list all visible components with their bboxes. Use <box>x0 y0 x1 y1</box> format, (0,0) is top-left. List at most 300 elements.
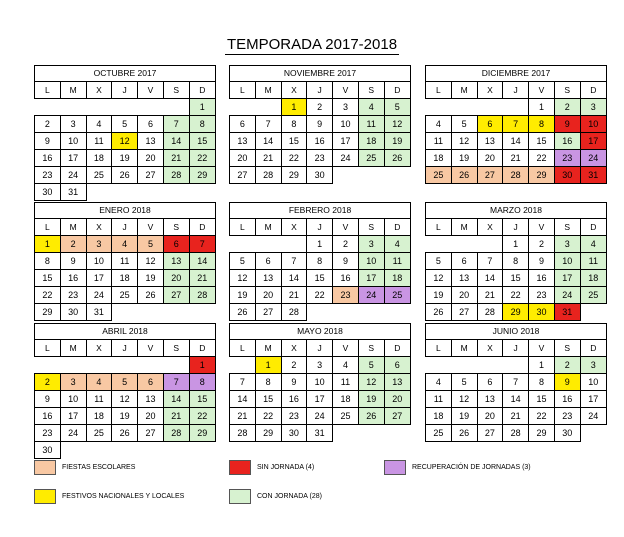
day-cell: 24 <box>358 287 384 304</box>
day-cell: 8 <box>529 374 555 391</box>
day-cell: 29 <box>529 167 555 184</box>
day-cell: 26 <box>112 425 138 442</box>
day-cell: 3 <box>554 236 580 253</box>
day-cell: 6 <box>451 253 477 270</box>
day-cell: 9 <box>529 253 555 270</box>
day-cell: 21 <box>255 150 281 167</box>
day-cell: 11 <box>333 374 359 391</box>
month-name: NOVIEMBRE 2017 <box>230 66 411 82</box>
day-cell: 22 <box>189 408 215 425</box>
legend-label: FIESTAS ESCOLARES <box>62 464 136 471</box>
day-cell: 20 <box>451 287 477 304</box>
day-cell: 8 <box>503 253 529 270</box>
day-cell: 12 <box>112 133 138 150</box>
day-cell: 25 <box>580 287 606 304</box>
day-cell: 31 <box>307 425 333 442</box>
day-cell: 9 <box>35 133 61 150</box>
day-cell: 27 <box>230 167 256 184</box>
day-cell: 24 <box>60 167 86 184</box>
day-cell: 2 <box>554 357 580 374</box>
weekday-header: S <box>358 340 384 357</box>
day-cell: 10 <box>554 253 580 270</box>
legend-label: RECUPERACIÓN DE JORNADAS (3) <box>412 464 531 471</box>
day-cell: 2 <box>554 99 580 116</box>
weekday-header: X <box>477 219 503 236</box>
month-calendar <box>425 65 607 184</box>
empty-cell <box>163 99 189 116</box>
day-cell: 3 <box>580 357 606 374</box>
day-cell: 30 <box>529 304 555 321</box>
day-cell: 12 <box>426 270 452 287</box>
day-cell: 25 <box>333 408 359 425</box>
month-calendar <box>425 323 607 442</box>
day-cell: 20 <box>477 150 503 167</box>
day-cell: 9 <box>554 374 580 391</box>
day-cell: 5 <box>358 357 384 374</box>
weekday-header: M <box>255 82 281 99</box>
empty-cell <box>138 99 164 116</box>
day-cell: 31 <box>580 167 606 184</box>
weekday-header: L <box>230 219 256 236</box>
day-cell: 18 <box>384 270 410 287</box>
day-cell: 5 <box>451 116 477 133</box>
day-cell: 28 <box>230 425 256 442</box>
day-cell: 10 <box>86 253 112 270</box>
day-cell: 10 <box>358 253 384 270</box>
weekday-header: J <box>112 340 138 357</box>
day-cell: 24 <box>580 408 606 425</box>
month-calendar <box>229 65 411 184</box>
day-cell: 11 <box>86 133 112 150</box>
day-cell: 10 <box>333 116 359 133</box>
day-cell: 4 <box>580 236 606 253</box>
day-cell: 24 <box>580 150 606 167</box>
day-cell: 14 <box>503 391 529 408</box>
day-cell: 6 <box>230 116 256 133</box>
weekday-header: D <box>189 82 215 99</box>
weekday-header: J <box>307 82 333 99</box>
day-cell: 1 <box>529 99 555 116</box>
day-cell: 16 <box>307 133 333 150</box>
day-cell: 12 <box>384 116 410 133</box>
weekday-header: S <box>554 219 580 236</box>
day-cell: 23 <box>281 408 307 425</box>
day-cell: 13 <box>138 391 164 408</box>
day-cell: 14 <box>230 391 256 408</box>
day-cell: 17 <box>580 133 606 150</box>
weekday-header: X <box>86 340 112 357</box>
legend-swatch-recup <box>384 460 406 475</box>
empty-cell <box>477 357 503 374</box>
day-cell: 15 <box>189 133 215 150</box>
day-cell: 29 <box>35 304 61 321</box>
month-name: ENERO 2018 <box>35 203 216 219</box>
weekday-header: V <box>529 340 555 357</box>
month-name: FEBRERO 2018 <box>230 203 411 219</box>
weekday-header: S <box>163 82 189 99</box>
day-cell: 13 <box>477 391 503 408</box>
weekday-header: J <box>112 82 138 99</box>
weekday-header: M <box>255 219 281 236</box>
day-cell: 10 <box>580 374 606 391</box>
weekday-header: X <box>281 340 307 357</box>
day-cell: 26 <box>230 304 256 321</box>
month-name: MAYO 2018 <box>230 324 411 340</box>
day-cell: 19 <box>426 287 452 304</box>
day-cell: 9 <box>35 391 61 408</box>
day-cell: 6 <box>163 236 189 253</box>
weekday-header: V <box>529 82 555 99</box>
month-table <box>34 323 216 459</box>
weekday-header: X <box>477 82 503 99</box>
day-cell: 7 <box>163 374 189 391</box>
legend-label: FESTIVOS NACIONALES Y LOCALES <box>62 493 185 500</box>
day-cell: 19 <box>384 133 410 150</box>
day-cell: 7 <box>163 116 189 133</box>
empty-cell <box>426 99 452 116</box>
month-name: JUNIO 2018 <box>426 324 607 340</box>
empty-cell <box>503 357 529 374</box>
month-calendar <box>34 65 216 201</box>
day-cell: 24 <box>307 408 333 425</box>
day-cell: 12 <box>451 133 477 150</box>
day-cell: 20 <box>163 270 189 287</box>
month-name: DICIEMBRE 2017 <box>426 66 607 82</box>
day-cell: 2 <box>529 236 555 253</box>
day-cell: 21 <box>281 287 307 304</box>
day-cell: 19 <box>451 408 477 425</box>
day-cell: 27 <box>138 425 164 442</box>
day-cell: 22 <box>503 287 529 304</box>
day-cell: 26 <box>451 167 477 184</box>
day-cell: 21 <box>230 408 256 425</box>
day-cell: 17 <box>60 150 86 167</box>
day-cell: 13 <box>451 270 477 287</box>
weekday-header: L <box>230 82 256 99</box>
day-cell: 18 <box>580 270 606 287</box>
day-cell: 2 <box>307 99 333 116</box>
day-cell: 5 <box>230 253 256 270</box>
day-cell: 11 <box>358 116 384 133</box>
weekday-header: X <box>86 219 112 236</box>
day-cell: 13 <box>230 133 256 150</box>
weekday-header: L <box>230 340 256 357</box>
day-cell: 17 <box>333 133 359 150</box>
day-cell: 8 <box>255 374 281 391</box>
day-cell: 26 <box>358 408 384 425</box>
day-cell: 27 <box>477 425 503 442</box>
weekday-header: L <box>426 340 452 357</box>
day-cell: 23 <box>333 287 359 304</box>
day-cell: 14 <box>163 391 189 408</box>
day-cell: 6 <box>477 374 503 391</box>
weekday-header: J <box>307 219 333 236</box>
day-cell: 21 <box>163 150 189 167</box>
day-cell: 2 <box>60 236 86 253</box>
day-cell: 11 <box>384 253 410 270</box>
weekday-header: X <box>86 82 112 99</box>
day-cell: 7 <box>255 116 281 133</box>
day-cell: 2 <box>35 374 61 391</box>
day-cell: 20 <box>230 150 256 167</box>
day-cell: 12 <box>358 374 384 391</box>
day-cell: 16 <box>529 270 555 287</box>
day-cell: 24 <box>333 150 359 167</box>
day-cell: 30 <box>60 304 86 321</box>
day-cell: 17 <box>307 391 333 408</box>
day-cell: 28 <box>163 425 189 442</box>
day-cell: 13 <box>477 133 503 150</box>
month-table <box>229 65 411 184</box>
day-cell: 8 <box>189 374 215 391</box>
day-cell: 25 <box>112 287 138 304</box>
empty-cell <box>426 357 452 374</box>
day-cell: 25 <box>86 425 112 442</box>
day-cell: 16 <box>60 270 86 287</box>
weekday-header: V <box>138 219 164 236</box>
empty-cell <box>230 99 256 116</box>
day-cell: 26 <box>451 425 477 442</box>
day-cell: 28 <box>189 287 215 304</box>
day-cell: 8 <box>307 253 333 270</box>
weekday-header: M <box>451 82 477 99</box>
day-cell: 23 <box>554 150 580 167</box>
day-cell: 18 <box>112 270 138 287</box>
day-cell: 1 <box>255 357 281 374</box>
day-cell: 12 <box>451 391 477 408</box>
month-calendar <box>229 202 411 321</box>
empty-cell <box>255 236 281 253</box>
day-cell: 21 <box>503 150 529 167</box>
weekday-header: V <box>333 82 359 99</box>
day-cell: 4 <box>333 357 359 374</box>
weekday-header: S <box>554 340 580 357</box>
day-cell: 12 <box>230 270 256 287</box>
weekday-header: X <box>281 219 307 236</box>
day-cell: 13 <box>138 133 164 150</box>
day-cell: 17 <box>358 270 384 287</box>
day-cell: 4 <box>384 236 410 253</box>
weekday-header: S <box>358 82 384 99</box>
empty-cell <box>86 357 112 374</box>
day-cell: 1 <box>529 357 555 374</box>
weekday-header: M <box>451 340 477 357</box>
weekday-header: S <box>163 340 189 357</box>
month-table <box>34 202 216 321</box>
day-cell: 21 <box>503 408 529 425</box>
day-cell: 2 <box>333 236 359 253</box>
day-cell: 23 <box>60 287 86 304</box>
day-cell: 19 <box>230 287 256 304</box>
month-table <box>425 323 607 442</box>
day-cell: 26 <box>426 304 452 321</box>
day-cell: 14 <box>477 270 503 287</box>
day-cell: 29 <box>189 167 215 184</box>
day-cell: 16 <box>554 133 580 150</box>
day-cell: 28 <box>255 167 281 184</box>
day-cell: 3 <box>60 374 86 391</box>
weekday-header: D <box>580 82 606 99</box>
weekday-header: J <box>503 340 529 357</box>
day-cell: 1 <box>189 99 215 116</box>
empty-cell <box>255 99 281 116</box>
weekday-header: L <box>426 82 452 99</box>
day-cell: 30 <box>554 425 580 442</box>
day-cell: 27 <box>384 408 410 425</box>
day-cell: 13 <box>384 374 410 391</box>
weekday-header: V <box>138 340 164 357</box>
day-cell: 26 <box>138 287 164 304</box>
day-cell: 3 <box>333 99 359 116</box>
day-cell: 18 <box>358 133 384 150</box>
day-cell: 4 <box>358 99 384 116</box>
legend-swatch-fiesta <box>34 460 56 475</box>
day-cell: 25 <box>426 167 452 184</box>
day-cell: 31 <box>60 184 86 201</box>
weekday-header: M <box>255 340 281 357</box>
day-cell: 5 <box>426 253 452 270</box>
day-cell: 19 <box>451 150 477 167</box>
day-cell: 11 <box>426 391 452 408</box>
day-cell: 29 <box>189 425 215 442</box>
day-cell: 21 <box>189 270 215 287</box>
day-cell: 28 <box>503 425 529 442</box>
empty-cell <box>35 357 61 374</box>
weekday-header: D <box>384 82 410 99</box>
empty-cell <box>451 99 477 116</box>
month-calendar <box>425 202 607 321</box>
day-cell: 23 <box>529 287 555 304</box>
empty-cell <box>426 236 452 253</box>
legend-swatch-sin <box>229 460 251 475</box>
day-cell: 10 <box>60 391 86 408</box>
weekday-header: D <box>384 219 410 236</box>
month-calendar <box>34 202 216 321</box>
day-cell: 15 <box>281 133 307 150</box>
empty-cell <box>60 357 86 374</box>
day-cell: 23 <box>35 425 61 442</box>
weekday-header: M <box>451 219 477 236</box>
day-cell: 30 <box>307 167 333 184</box>
empty-cell <box>451 236 477 253</box>
empty-cell <box>138 357 164 374</box>
day-cell: 4 <box>426 116 452 133</box>
weekday-header: V <box>138 82 164 99</box>
day-cell: 25 <box>426 425 452 442</box>
legend-label: CON JORNADA (28) <box>257 493 322 500</box>
empty-cell <box>451 357 477 374</box>
day-cell: 28 <box>477 304 503 321</box>
empty-cell <box>503 99 529 116</box>
day-cell: 19 <box>112 408 138 425</box>
title-text: TEMPORADA 2017-2018 <box>226 36 398 53</box>
empty-cell <box>477 99 503 116</box>
day-cell: 30 <box>554 167 580 184</box>
day-cell: 1 <box>307 236 333 253</box>
day-cell: 4 <box>426 374 452 391</box>
day-cell: 28 <box>503 167 529 184</box>
weekday-header: D <box>580 219 606 236</box>
day-cell: 9 <box>281 374 307 391</box>
day-cell: 7 <box>477 253 503 270</box>
weekday-header: J <box>307 340 333 357</box>
day-cell: 11 <box>426 133 452 150</box>
day-cell: 10 <box>580 116 606 133</box>
day-cell: 4 <box>112 236 138 253</box>
weekday-header: D <box>189 340 215 357</box>
day-cell: 18 <box>426 150 452 167</box>
day-cell: 9 <box>554 116 580 133</box>
legend-swatch-con <box>229 489 251 504</box>
day-cell: 20 <box>138 150 164 167</box>
day-cell: 5 <box>451 374 477 391</box>
month-calendar <box>34 323 216 459</box>
day-cell: 5 <box>112 116 138 133</box>
day-cell: 12 <box>138 253 164 270</box>
day-cell: 3 <box>307 357 333 374</box>
day-cell: 24 <box>554 287 580 304</box>
day-cell: 3 <box>580 99 606 116</box>
day-cell: 10 <box>60 133 86 150</box>
day-cell: 27 <box>163 287 189 304</box>
day-cell: 13 <box>163 253 189 270</box>
day-cell: 14 <box>163 133 189 150</box>
day-cell: 10 <box>307 374 333 391</box>
weekday-header: D <box>384 340 410 357</box>
day-cell: 18 <box>333 391 359 408</box>
day-cell: 8 <box>35 253 61 270</box>
weekday-header: D <box>580 340 606 357</box>
page-title <box>0 36 624 53</box>
empty-cell <box>112 99 138 116</box>
day-cell: 5 <box>384 99 410 116</box>
day-cell: 19 <box>358 391 384 408</box>
day-cell: 15 <box>307 270 333 287</box>
day-cell: 27 <box>138 167 164 184</box>
day-cell: 14 <box>281 270 307 287</box>
day-cell: 18 <box>86 150 112 167</box>
weekday-header: D <box>189 219 215 236</box>
weekday-header: M <box>60 82 86 99</box>
day-cell: 23 <box>554 408 580 425</box>
weekday-header: V <box>333 340 359 357</box>
weekday-header: L <box>35 340 61 357</box>
day-cell: 1 <box>281 99 307 116</box>
day-cell: 6 <box>138 116 164 133</box>
day-cell: 15 <box>529 391 555 408</box>
day-cell: 25 <box>384 287 410 304</box>
day-cell: 30 <box>35 442 61 459</box>
day-cell: 7 <box>503 116 529 133</box>
day-cell: 12 <box>112 391 138 408</box>
day-cell: 16 <box>35 408 61 425</box>
day-cell: 25 <box>86 167 112 184</box>
day-cell: 7 <box>281 253 307 270</box>
day-cell: 1 <box>35 236 61 253</box>
day-cell: 2 <box>281 357 307 374</box>
day-cell: 17 <box>554 270 580 287</box>
day-cell: 14 <box>189 253 215 270</box>
day-cell: 29 <box>255 425 281 442</box>
weekday-header: V <box>333 219 359 236</box>
day-cell: 20 <box>384 391 410 408</box>
day-cell: 8 <box>281 116 307 133</box>
day-cell: 11 <box>112 253 138 270</box>
empty-cell <box>163 357 189 374</box>
weekday-header: L <box>35 219 61 236</box>
weekday-header: M <box>60 340 86 357</box>
day-cell: 15 <box>503 270 529 287</box>
